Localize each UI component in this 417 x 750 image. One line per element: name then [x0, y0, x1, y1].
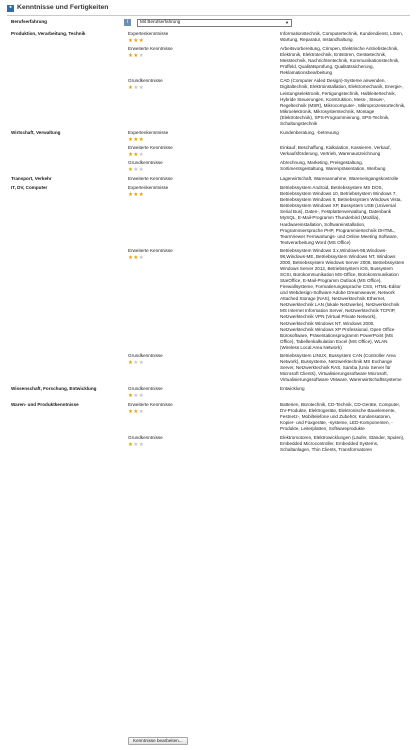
skill-level	[128, 46, 280, 76]
skill-level-row	[128, 176, 410, 182]
rating-stars	[128, 153, 280, 158]
star-icon: ★	[128, 359, 133, 366]
star-icon: ★	[133, 254, 139, 261]
star-icon: ★	[133, 53, 139, 60]
star-icon: ★	[128, 38, 133, 45]
star-icon: ★	[138, 441, 144, 448]
category-name: Produktion, Verarbeitung, Technik	[11, 31, 86, 36]
skill-level	[128, 176, 280, 182]
skill-level	[128, 353, 280, 383]
category-wissenschaft-forschung-entwicklung	[11, 386, 410, 399]
category-name: Transport, Verkehr	[11, 176, 52, 182]
rating-stars	[128, 168, 280, 173]
star-icon: ★	[138, 254, 144, 261]
skill-list: Informationstechnik, Computertechnik, Kundendienst, Löten, Wartung, Reparatur, Instandhaltung	[280, 31, 404, 43]
skill-level-row	[128, 185, 410, 246]
skill-level-row	[128, 435, 410, 453]
skill-list: Abrechnung, Marketing, Preisgestaltung, Sortimentsgestaltung, Warenpräsentation, Werbung	[280, 160, 386, 172]
skill-level-row	[128, 46, 410, 76]
category-levels	[128, 386, 410, 399]
skill-level-row	[128, 31, 410, 44]
star-icon: ★	[133, 167, 139, 174]
category-levels	[128, 130, 410, 173]
experience-row	[11, 18, 410, 27]
star-icon: ★	[138, 85, 144, 92]
star-icon: ★	[133, 393, 139, 400]
skill-level	[128, 402, 280, 432]
rating-stars	[128, 138, 280, 143]
star-icon: ★	[138, 359, 144, 366]
rating-stars	[128, 361, 280, 366]
skill-list: Betriebssystem Windows 3.x,Windows-95,Windows-98,Windows-ME, Betriebssystem Windows NT, Windows 2000, Betriebssystem Windows Server 2008, Betriebssystem Windows Server 2012, Betriebssystem iOS, Bussystem SCSI, Bürokommunikation MS-Office, Bürokommunikation StarOffice, E-Mail-Programm Outlook (MS Office), Firewallsysteme, Formatierungssprache CSS, HTML-Editor und Webdesign-Software Adobe Dreamweaver, Network Attached Storage (NAS), Netzwerktechnik Ethernet, Netzwerktechnik LAN (lokale Netzwerke), Netzwerktechnik MS Internet Information Server, Netzwerktechnik TCP/IP, Netzwerktechnik VPN (Virtual Private Network), Netzwerktechnik Windows NT, Windows 2000, Netzwerktechnik Windows XP Professional, Open Office Bürosoftware, Präsentationsprogramm PowerPoint (MS Office), Tabellenkalkulation Excel (MS Office), WLAN (Wireless Local Area Network)	[280, 247, 405, 350]
category-levels	[128, 402, 410, 453]
skill-list: Kundenberatung, -betreuung	[280, 129, 339, 135]
skill-level-label: Erweiterte Kenntnisse	[128, 247, 173, 253]
skill-level	[128, 248, 280, 351]
star-icon: ★	[133, 152, 139, 158]
skill-level-label: Expertenkenntnisse	[128, 185, 169, 191]
category-name: Waren- und Produktkenntnisse	[11, 402, 79, 408]
star-icon: ★	[128, 409, 133, 416]
star-icon: ★	[128, 441, 133, 448]
section-header	[7, 3, 410, 13]
star-icon: ★	[138, 393, 144, 400]
skill-level-label: Erweiterte Kenntnisse	[128, 176, 173, 182]
info-icon[interactable]: i	[124, 19, 131, 26]
star-icon: ★	[133, 192, 139, 199]
category-produktion-verarbeitung-technik	[11, 31, 410, 127]
category-levels	[128, 176, 410, 182]
skill-level-row	[128, 130, 410, 143]
rating-stars	[128, 394, 280, 399]
skill-level-row	[128, 160, 410, 173]
skill-list: Betriebssystem LINUX, Bussystem CAN (Controller Area Network), Bussysteme, Netzwerktechnik MS Exchange Server, Netzwerktechnik RAS, Samba (Unix Server für Microsoft Clients), Virtualisierungssoftware Microsoft, Virtualisierungssoftware VMware, Warenwirtschaftssysteme	[280, 352, 402, 383]
star-icon: ★	[138, 192, 144, 199]
skill-level-label: Grundkenntnisse	[128, 386, 163, 392]
category-name: Wirtschaft, Verwaltung	[11, 129, 61, 135]
skills-section	[7, 3, 410, 452]
header-divider	[7, 15, 410, 16]
experience-selected-value: Mit Berufserfahrung	[140, 19, 181, 25]
category-waren-und-produktkenntnisse	[11, 402, 410, 453]
skill-level-label: Expertenkenntnisse	[128, 129, 169, 135]
star-icon: ★	[138, 152, 144, 158]
skill-list: Lagerwirtschaft, Warenannahme, Wareneingangskontrolle	[280, 176, 399, 182]
category-levels	[128, 185, 410, 383]
skill-level-row	[128, 402, 410, 432]
star-icon: ★	[133, 136, 139, 143]
skill-level-label: Grundkenntnisse	[128, 434, 163, 440]
skill-list: Einkauf, Beschaffung, Kalkulation, Kassieren, Verkauf, Verkaufsförderung, Vertrieb, Warenauszeichnung	[280, 144, 391, 156]
edit-skills-button[interactable]: Kenntnisse bearbeiten...	[128, 737, 188, 745]
experience-select[interactable]	[137, 19, 292, 27]
star-icon: ★	[128, 53, 133, 60]
skill-list: Batterien, Bürotechnik, CD-Technik, CD-Geräte, Computer, DV-Produkte, Elektrogeräte, Elektronische Bauelemente, Festnetz-, Mobiltelefone und Zubehör, Kondensatoren, Kopier- und Faxgeräte, -systeme, LED-Komponenten, -Produkte, Leiterplatten, Softwareprodukte	[280, 402, 400, 432]
star-icon: ★	[133, 38, 139, 45]
skill-level-label: Erweiterte Kenntnisse	[128, 46, 173, 52]
star-icon: ★	[138, 38, 144, 45]
skill-level-row	[128, 78, 410, 127]
skill-list: CAD (Computer Aided Design)-Systeme anwenden, Digitaltechnik, Elektroinstallation, Elektromechanik, Energie-, Leistungselektronik, Fertigungstechnik, Halbleitertechnik, Hybride Steuerungen, Konstruktion, Mess-, Steuer-, Regeltechnik (MSR), Mikrocomputer-, Mikroprozessortechnik, Mikroelektronik, Mikrosystemtechnik, Montage (Elektrotechnik), SPS-Programmierung, SPS-Technik, Schaltungstechnik	[280, 78, 406, 126]
skill-level-row	[128, 248, 410, 351]
chevron-down-icon: ▼	[285, 19, 289, 25]
skill-level-label: Grundkenntnisse	[128, 78, 163, 84]
rating-stars	[128, 86, 280, 91]
category-name: IT, DV, Computer	[11, 185, 48, 191]
skill-level	[128, 435, 280, 453]
skill-list: Elektromotoren, Elektrowicklungen (Läufer, Ständer, Spulen), Embedded Microcontroller, Embedded Systems, Schaltanlagen, Thin Clients, Transformatoren	[280, 434, 405, 452]
skill-level-label: Erweiterte Kenntnisse	[128, 144, 173, 150]
star-icon: ★	[138, 167, 144, 174]
star-icon: ★	[128, 192, 133, 199]
rating-stars	[128, 39, 280, 44]
rating-stars	[128, 54, 280, 59]
skill-level-label: Erweiterte Kenntnisse	[128, 402, 173, 408]
category-name: Wissenschaft, Forschung, Entwicklung	[11, 386, 97, 392]
skill-list: Entwicklung	[280, 386, 305, 392]
star-icon: ★	[128, 136, 133, 143]
star-icon: ★	[133, 85, 139, 92]
skill-categories	[11, 31, 410, 456]
star-icon: ★	[133, 359, 139, 366]
category-levels	[128, 31, 410, 127]
rating-stars	[128, 256, 280, 261]
skill-level	[128, 185, 280, 246]
skill-level	[128, 386, 280, 399]
category-spacer	[11, 453, 410, 456]
category-it-dv-computer	[11, 185, 410, 383]
star-icon: ★	[128, 167, 133, 174]
collapse-icon[interactable]: ▪	[7, 5, 14, 12]
experience-label: Berufserfahrung	[11, 19, 47, 25]
skill-level	[128, 78, 280, 127]
skill-list: Arbeitsvorbereitung, Crimpen, Elektrische Antriebstechnik, Elektronik, Elektrotechnik, Entstören, Gerätetechnik, Messtechnik, Nachrichtentechnik, Kommunikationstechnik, Prüffeld, Qualitätsprüfung, Qualitätssicherung, Reklamationsbearbeitung	[280, 46, 400, 76]
skill-level-label: Expertenkenntnisse	[128, 31, 169, 36]
category-wirtschaft-verwaltung	[11, 130, 410, 173]
section-title: Kenntnisse und Fertigkeiten	[17, 3, 109, 11]
skill-level	[128, 160, 280, 173]
star-icon: ★	[128, 254, 133, 261]
star-icon: ★	[128, 152, 133, 158]
star-icon: ★	[128, 85, 133, 92]
star-icon: ★	[138, 136, 144, 143]
skill-level	[128, 130, 280, 143]
star-icon: ★	[133, 409, 139, 416]
rating-stars	[128, 443, 280, 448]
star-icon: ★	[138, 409, 144, 416]
star-icon: ★	[133, 441, 139, 448]
skill-level-row	[128, 145, 410, 158]
skill-level	[128, 145, 280, 158]
rating-stars	[128, 193, 280, 198]
skill-level-label: Grundkenntnisse	[128, 352, 163, 358]
skill-level-label: Grundkenntnisse	[128, 160, 163, 165]
skill-level	[128, 31, 280, 44]
skill-list: Betriebssystem Android, Betriebssystem MS DOS, Betriebssystem Windows 10, Betriebssystem Windows 7, Betriebssystem Windows 8, Betriebssystem Windows Vista, Betriebssystem Windows XP, Bussystem USB (Universal Serial Bus), Daten-, Festplattenverwaltung, Datenbank MySQL, E-Mail-Programm Thunderbird (Mozilla), Hardwareinstallation, Softwareinstallation, Programmiersprache PHP, Programmiertechnik DHTML, TeamViewer Fernwartungs- und Online Meeting Software, Textverarbeitung Word (MS Office)	[280, 185, 402, 245]
category-transport-verkehr	[11, 176, 410, 182]
star-icon: ★	[128, 393, 133, 400]
star-icon: ★	[138, 53, 144, 60]
rating-stars	[128, 410, 280, 415]
skill-level-row	[128, 353, 410, 383]
skill-level-row	[128, 386, 410, 399]
